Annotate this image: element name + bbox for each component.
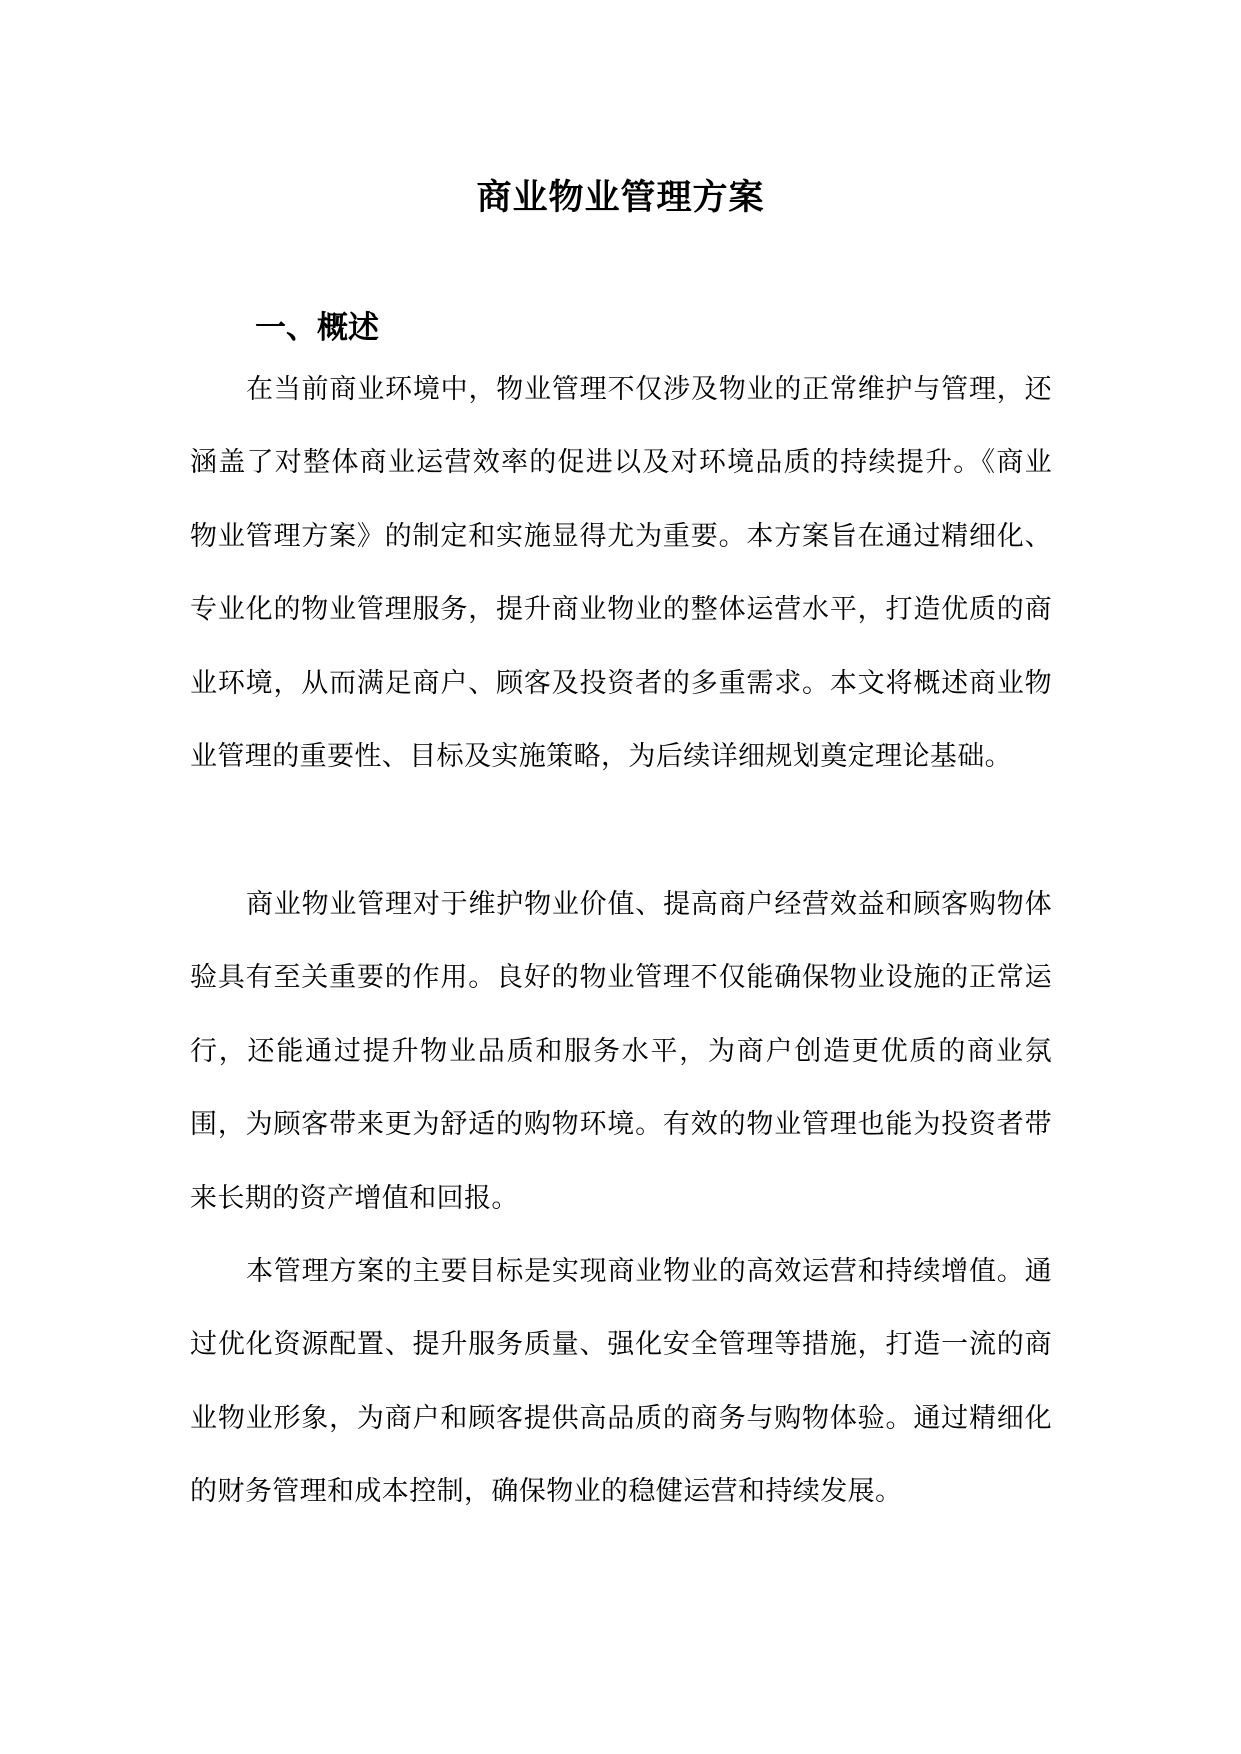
paragraph-overview-intro: 在当前商业环境中，物业管理不仅涉及物业的正常维护与管理，还涵盖了对整体商业运营效率的促进以及对环境品质的持续提升。《商业物业管理方案》的制定和实施显得尤为重要。本方案旨在通过精细化、专业化的物业管理服务，提升商业物业的整体运营水平，打造优质的商业环境，从而满足商户、顾客及投资者的多重需求。本文将概述商业物业管理的重要性、目标及实施策略，为后续详细规划奠定理论基础。 [190,374,1052,773]
paragraph-goals: 本管理方案的主要目标是实现商业物业的高效运营和持续增值。通过优化资源配置、提升服务质量、强化安全管理等措施，打造一流的商业物业形象，为商户和顾客提供高品质的商务与购物体验。通过精细化的财务管理和成本控制，确保物业的稳健运营和持续发展。 [190,1256,1052,1508]
section-heading-overview: 一、概述 [255,309,379,346]
document-title: 商业物业管理方案 [476,177,765,219]
paragraph-importance: 商业物业管理对于维护物业价值、提高商户经营效益和顾客购物体验具有至关重要的作用。良好的物业管理不仅能确保物业设施的正常运行，还能通过提升物业品质和服务水平，为商户创造更优质的商业氛围，为顾客带来更为舒适的购物环境。有效的物业管理也能为投资者带来长期的资产增值和回报。 [190,889,1052,1214]
